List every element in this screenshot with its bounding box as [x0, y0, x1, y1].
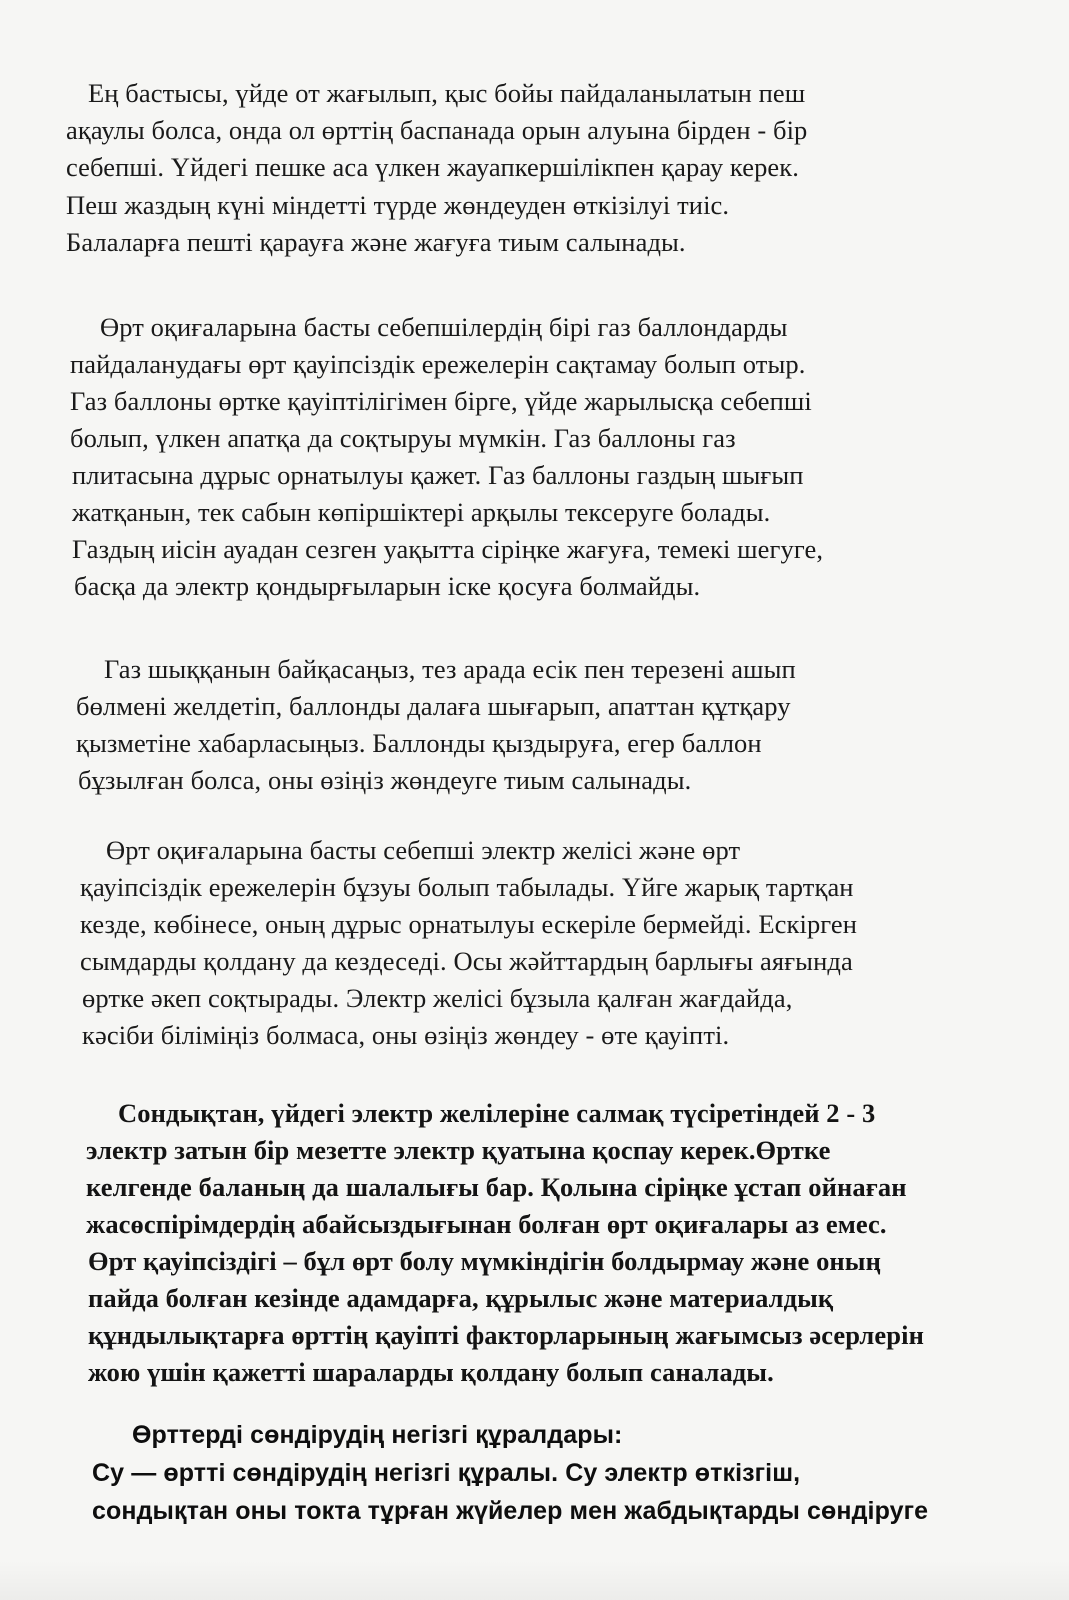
text-line: өртке әкеп соқтырады. Электр желісі бұзыла қалған жағдайда,	[82, 983, 793, 1013]
text-line: жатқанын, тек сабын көпіршіктері арқылы тексеруге болады.	[72, 497, 771, 527]
text-line: басқа да электр қондырғыларын іске қосуға болмайды.	[74, 571, 701, 601]
text-line: бөлмені желдетіп, баллонды далаға шығарып, апаттан құтқару	[76, 691, 791, 721]
text-line: Газдың иісін ауадан сезген уақытта сіріңке жағуға, темекі шегуге,	[72, 534, 824, 564]
section-heading: Өрттерді сөндірудің негізгі құралдары:	[132, 1421, 623, 1449]
text-line: Өрт қауіпсіздігі – бұл өрт болу мүмкіндігін болдырмау және оның	[88, 1246, 881, 1276]
text-line: пайда болған кезінде адамдарға, құрылыс және материалдық	[88, 1283, 834, 1313]
text-line: кезде, көбінесе, оның дұрыс орнатылуы ескеріле бермейді. Ескірген	[80, 909, 858, 939]
text-line: Сондықтан, үйдегі электр желілеріне салмақ түсіретіндей 2 - 3	[118, 1098, 876, 1128]
text-line: сымдарды қолдану да кездеседі. Осы жәйттардың барлығы аяғында	[80, 946, 853, 976]
text-line: Ең бастысы, үйде от жағылып, қыс бойы пайдаланылатын пеш	[88, 78, 806, 108]
text-line: пайдаланудағы өрт қауіпсіздік ережелерін сақтамау болып отыр.	[70, 349, 806, 379]
text-line: кәсіби біліміңіз болмаса, оны өзіңіз жөндеу - өте қауіпті.	[82, 1020, 730, 1050]
text-line: Пеш жаздың күні міндетті түрде жөндеуден өткізілуі тиіс.	[66, 190, 730, 220]
text-line: құндылықтарға өрттің қауіпті факторларының жағымсыз әсерлерін	[88, 1320, 924, 1350]
text-line: қызметіне хабарласыңыз. Баллонды қыздыруға, егер баллон	[76, 728, 762, 758]
text-line: Газ баллоны өртке қауіптілігімен бірге, үйде жарылысқа себепші	[70, 386, 812, 416]
text-line: Өрт оқиғаларына басты себепшілердің бірі газ баллондарды	[100, 312, 788, 342]
text-line: Газ шыққанын байқасаңыз, тез арада есік пен терезені ашып	[104, 654, 796, 684]
text-line: жою үшін қажетті шараларды қолдану болып саналады.	[88, 1357, 774, 1387]
text-line: жасөспірімдердің абайсыздығынан болған өрт оқиғалары аз емес.	[86, 1209, 887, 1239]
text-line: болып, үлкен апатқа да соқтыруы мүмкін. Газ баллоны газ	[70, 423, 736, 453]
text-line: қауіпсіздік ережелерін бұзуы болып табылады. Үйге жарық тартқан	[80, 872, 854, 902]
text-line: ақаулы болса, онда ол өрттің баспанада орын алуына бірден - бір	[66, 115, 808, 145]
text-line: бұзылған болса, оны өзіңіз жөндеуге тиым салынады.	[78, 765, 692, 795]
text-line: Өрт оқиғаларына басты себепші электр желісі және өрт	[106, 835, 741, 865]
text-line: плитасына дұрыс орнатылуы қажет. Газ баллоны газдың шығып	[72, 460, 804, 490]
text-line: электр затын бір мезетте электр қуатына қоспау керек.Өртке	[86, 1135, 831, 1165]
text-line: келгенде баланың да шалалығы бар. Қолына сіріңке ұстап ойнаған	[86, 1172, 907, 1202]
text-line: Су — өртті сөндірудің негізгі құралы. Су электр өткізгіш,	[92, 1459, 801, 1487]
text-line: Балаларға пешті қарауға және жағуға тиым салынады.	[66, 227, 686, 257]
text-line: себепші. Үйдегі пешке аса үлкен жауапкершілікпен қарау керек.	[66, 152, 799, 182]
page-edge-shadow	[0, 1560, 1069, 1600]
text-line: сондықтан оны токта тұрған жүйелер мен жабдықтарды сөндіруге	[92, 1497, 929, 1525]
